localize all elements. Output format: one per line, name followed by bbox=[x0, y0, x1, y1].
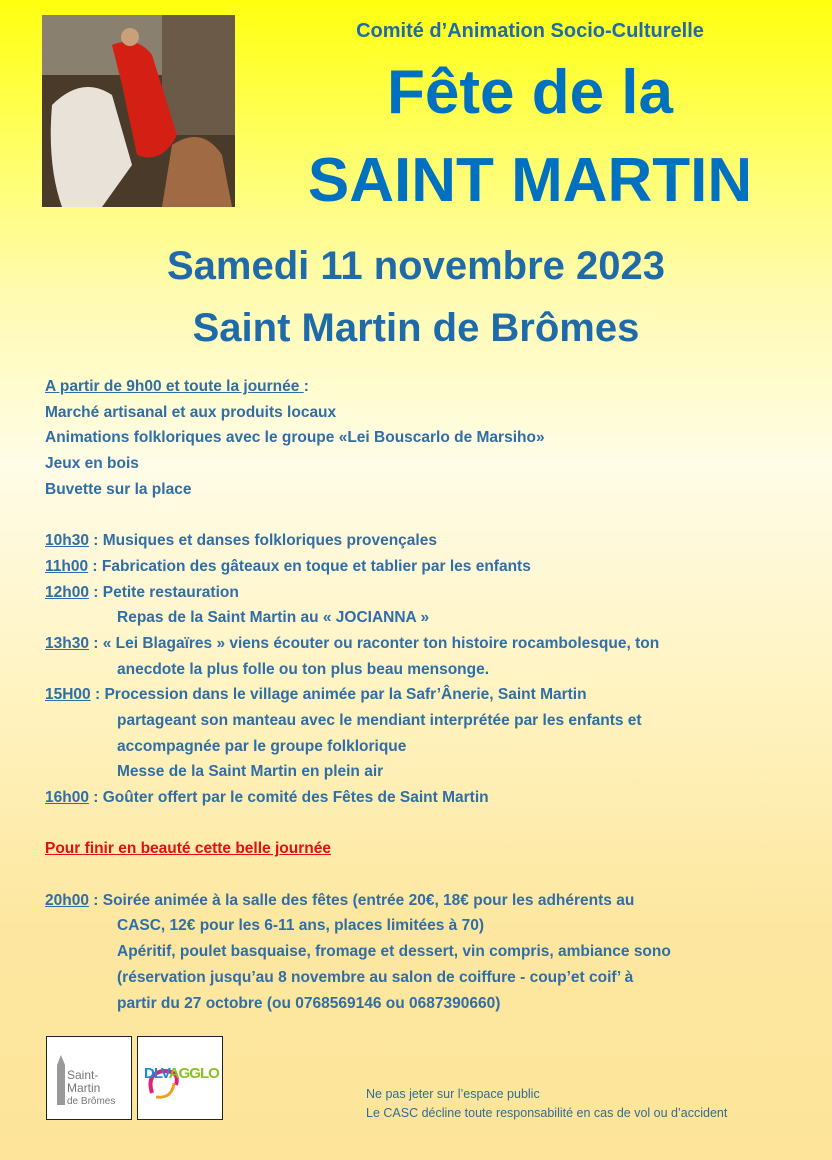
schedule-text: anecdote la plus folle ou ton plus beau mensonge. bbox=[117, 660, 490, 678]
schedule-time: 15H00 bbox=[45, 686, 91, 704]
schedule-time: 20h00 bbox=[45, 891, 89, 909]
separator: : bbox=[88, 557, 102, 575]
intro-item: Animations folkloriques avec le groupe «Lei Bouscarlo de Marsiho» bbox=[45, 429, 545, 447]
schedule-line bbox=[45, 734, 825, 760]
schedule-text: Messe de la Saint Martin en plein air bbox=[117, 763, 384, 781]
schedule bbox=[45, 528, 825, 811]
separator: : bbox=[90, 686, 105, 704]
schedule-text: partir du 27 octobre (ou 0768569146 ou 0687390660) bbox=[117, 994, 501, 1012]
village-logo bbox=[46, 1036, 132, 1120]
intro-heading bbox=[45, 374, 825, 400]
schedule-text: CASC, 12€ pour les 6-11 ans, places limitées à 70) bbox=[117, 917, 485, 935]
schedule-line bbox=[45, 631, 825, 657]
intro-item: Buvette sur la place bbox=[45, 480, 192, 498]
schedule-line bbox=[45, 657, 825, 683]
program bbox=[45, 374, 825, 1016]
saint-martin-painting bbox=[42, 15, 235, 207]
schedule-time: 11h00 bbox=[45, 557, 89, 575]
separator: : bbox=[88, 891, 103, 909]
separator: : bbox=[88, 532, 103, 550]
schedule-time: 13h30 bbox=[45, 634, 89, 652]
schedule-line bbox=[45, 913, 825, 939]
evening-heading: Pour finir en beauté cette belle journée bbox=[45, 840, 331, 858]
schedule-text: Procession dans le village animée par la Safr’Ânerie, Saint Martin bbox=[104, 686, 587, 704]
agglo-text-b: AGGLO bbox=[168, 1065, 219, 1082]
schedule-line bbox=[45, 528, 825, 554]
agglo-text-a: DLV bbox=[144, 1065, 169, 1082]
agglo-logo-text bbox=[144, 1065, 219, 1082]
footer-line: Ne pas jeter sur l’espace public bbox=[366, 1087, 540, 1101]
intro-colon: : bbox=[303, 378, 309, 395]
footer-line: Le CASC décline toute responsabilité en cas de vol ou d’accident bbox=[366, 1106, 728, 1120]
schedule-text: Soirée animée à la salle des fêtes (entrée 20€, 18€ pour les adhérents au bbox=[102, 891, 635, 909]
village-logo-text bbox=[67, 1069, 131, 1108]
schedule-line bbox=[45, 991, 825, 1017]
schedule-line bbox=[45, 554, 825, 580]
title-line-1: Fête de la bbox=[387, 58, 673, 127]
village-logo-line: de Brômes bbox=[67, 1096, 116, 1107]
schedule-line bbox=[45, 965, 825, 991]
schedule-line bbox=[45, 708, 825, 734]
separator: : bbox=[88, 583, 103, 601]
schedule-text: accompagnée par le groupe folklorique bbox=[117, 737, 407, 755]
schedule-text: partageant son manteau avec le mendiant interprétée par les enfants et bbox=[117, 711, 642, 729]
schedule-text: Fabrication des gâteaux en toque et tablier par les enfants bbox=[101, 557, 531, 575]
intro-heading-text: A partir de 9h00 et toute la journée bbox=[45, 378, 304, 395]
schedule-line bbox=[45, 580, 825, 606]
intro-item: Jeux en bois bbox=[45, 455, 139, 473]
dlva-logo bbox=[137, 1036, 223, 1120]
schedule-line bbox=[45, 939, 825, 965]
schedule-time: 10h30 bbox=[45, 532, 89, 550]
schedule-time: 16h00 bbox=[45, 789, 89, 806]
schedule-text: Petite restauration bbox=[102, 583, 239, 601]
schedule-text: Apéritif, poulet basquaise, fromage et dessert, vin compris, ambiance sono bbox=[117, 943, 671, 961]
schedule-line bbox=[45, 785, 825, 811]
event-date: Samedi 11 novembre 2023 bbox=[166, 244, 666, 288]
schedule-text: (réservation jusqu’au 8 novembre au salon de coiffure - coup’et coif’ à bbox=[117, 968, 634, 986]
schedule-text: Musiques et danses folkloriques provençales bbox=[102, 532, 437, 550]
footer-note bbox=[366, 1085, 727, 1123]
schedule-line bbox=[45, 888, 825, 914]
separator: : bbox=[88, 634, 103, 652]
intro-item: Marché artisanal et aux produits locaux bbox=[45, 403, 337, 421]
schedule-line bbox=[45, 759, 825, 785]
schedule-text: « Lei Blagaïres » viens écouter ou raconter ton histoire rocambolesque, ton bbox=[102, 634, 660, 652]
separator: : bbox=[88, 789, 103, 806]
schedule-text: Goûter offert par le comité des Fêtes de Saint Martin bbox=[102, 789, 489, 806]
evening-schedule bbox=[45, 888, 825, 1016]
event-place: Saint Martin de Brômes bbox=[192, 306, 640, 350]
schedule-line bbox=[45, 605, 825, 631]
title-line-2: SAINT MARTIN bbox=[307, 146, 753, 215]
schedule-text: Repas de la Saint Martin au « JOCIANNA » bbox=[117, 609, 430, 627]
schedule-time: 12h00 bbox=[45, 583, 89, 601]
schedule-line bbox=[45, 682, 825, 708]
committee-name: Comité d’Animation Socio-Culturelle bbox=[356, 20, 704, 42]
village-logo-line: Saint-Martin bbox=[67, 1068, 101, 1095]
